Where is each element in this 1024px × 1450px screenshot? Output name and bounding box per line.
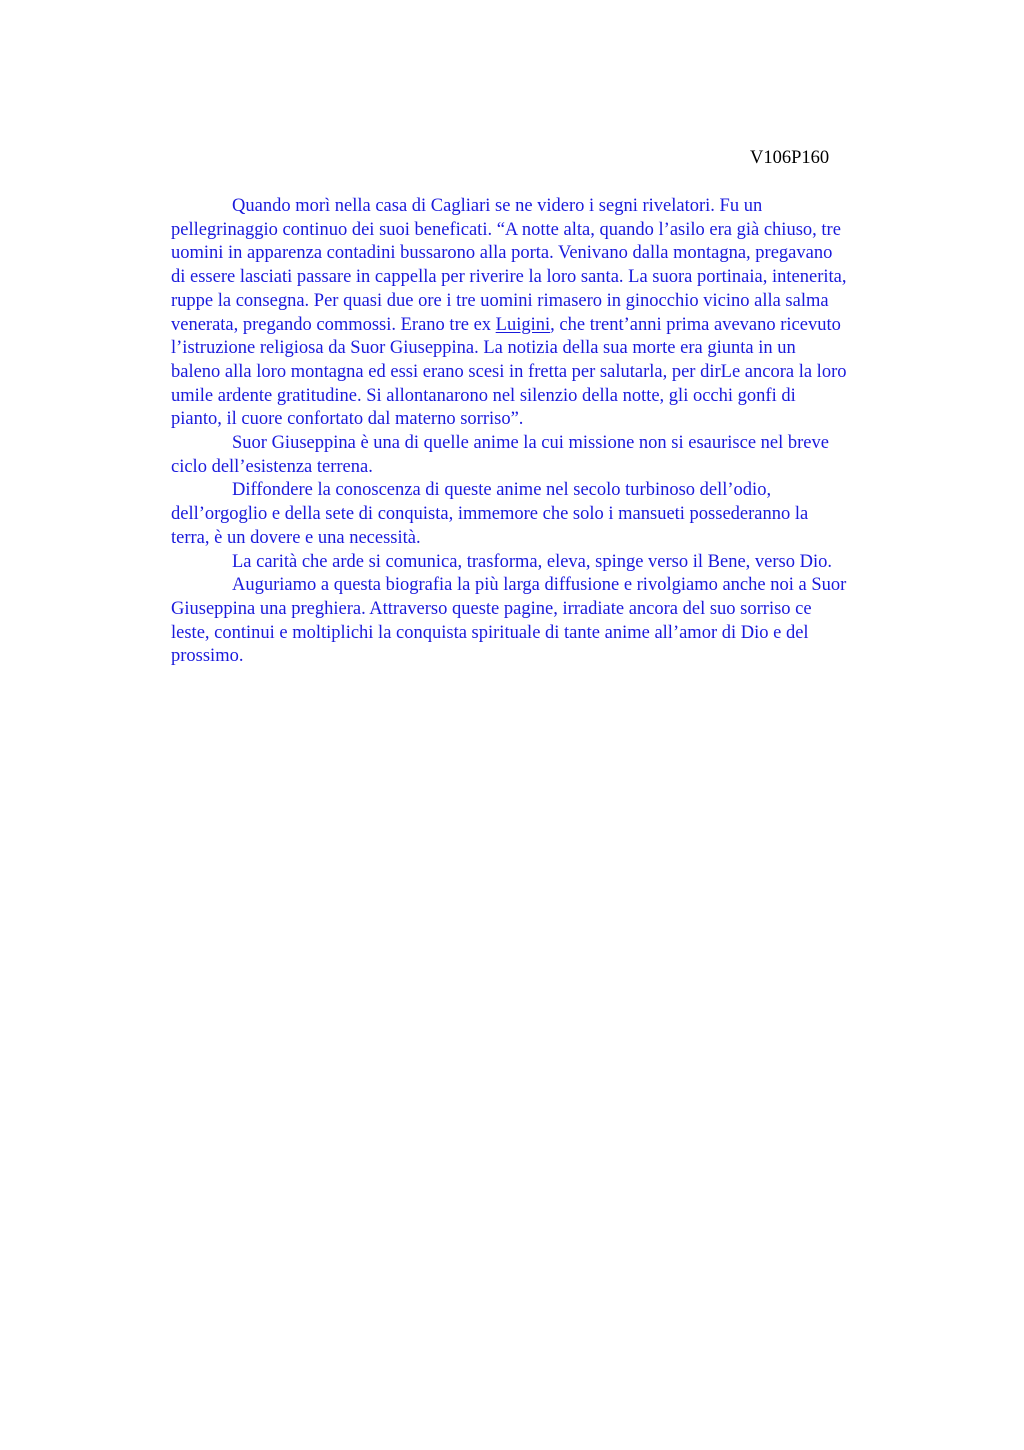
- text-line: pianto, il cuore confortato dal materno sorriso”.: [171, 409, 524, 430]
- text-line: uomini in apparenza contadini bussarono alla porta. Venivano dalla montagna, pregavano: [171, 243, 833, 264]
- text-line: [171, 314, 931, 338]
- text-line: Suor Giuseppina è una di quelle anime la cui missione non si esaurisce nel breve: [232, 433, 829, 454]
- text-line: Auguriamo a questa biografia la più larga diffusione e rivolgiamo anche noi a Suor: [232, 575, 847, 596]
- paragraph-3: [171, 479, 931, 550]
- text-line: leste, continui e moltiplichi la conquista spirituale di tante anime all’amor di Dio e del: [171, 622, 809, 643]
- text-line: La carità che arde si comunica, trasforma, eleva, spinge verso il Bene, verso Dio.: [232, 551, 832, 572]
- text-line: ciclo dell’esistenza terrena.: [171, 456, 373, 477]
- text-line: umile ardente gratitudine. Si allontanarono nel silenzio della notte, gli occhi gonfi di: [171, 385, 796, 406]
- text-segment: venerata, pregando commossi. Erano tre ex: [171, 314, 496, 335]
- text-line: prossimo.: [171, 646, 244, 667]
- text-line: di essere lasciati passare in cappella per riverire la loro santa. La suora portinaia, intenerita,: [171, 267, 847, 288]
- text-segment: , che trent’anni prima avevano ricevuto: [550, 314, 841, 335]
- text-line: Diffondere la conoscenza di queste anime nel secolo turbinoso dell’odio,: [232, 480, 772, 501]
- paragraph-5: [171, 574, 931, 669]
- underlined-word-luigini: Luigini: [495, 314, 551, 335]
- text-line: l’istruzione religiosa da Suor Giuseppina. La notizia della sua morte era giunta in un: [171, 338, 796, 359]
- text-line: Quando morì nella casa di Cagliari se ne videro i segni rivelatori. Fu un: [232, 196, 763, 216]
- text-line: baleno alla loro montagna ed essi erano scesi in fretta per salutarla, per dirLe ancora la loro: [171, 361, 847, 382]
- paragraph-1: [171, 195, 931, 432]
- document-body: [171, 195, 931, 669]
- page-reference: V106P160: [750, 148, 830, 168]
- text-line: dell’orgoglio e della sete di conquista, immemore che solo i mansueti possederanno la: [171, 504, 809, 525]
- paragraph-4: [171, 551, 931, 575]
- text-line: pellegrinaggio continuo dei suoi beneficati. “A notte alta, quando l’asilo era già chiuso, tre: [171, 219, 841, 240]
- text-line: ruppe la consegna. Per quasi due ore i tre uomini rimasero in ginocchio vicino alla salma: [171, 290, 829, 311]
- text-line: terra, è un dovere e una necessità.: [171, 527, 421, 548]
- text-line: Giuseppina una preghiera. Attraverso queste pagine, irradiate ancora del suo sorriso ce: [171, 598, 812, 619]
- paragraph-2: [171, 432, 931, 479]
